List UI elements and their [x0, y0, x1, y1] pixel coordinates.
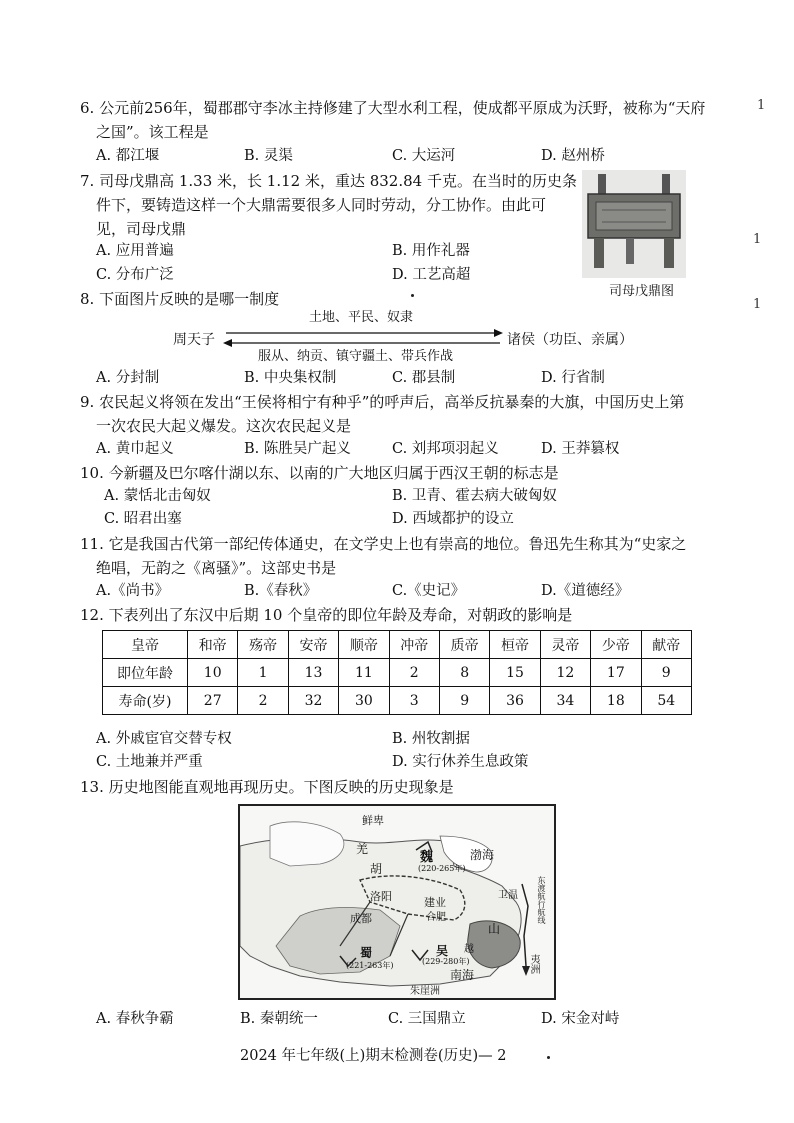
q11-option-d[interactable]: D.《道德经》 — [541, 583, 630, 599]
table-cell: 桓帝 — [490, 631, 540, 659]
diagram-right-label: 诸侯（功臣、亲属） — [507, 332, 633, 348]
table-cell: 1 — [238, 659, 288, 687]
map-label-wei: 魏 — [420, 850, 434, 865]
map-label-chengdu: 成都 — [350, 912, 372, 925]
map-label-yizhou: 夷洲 — [528, 954, 539, 974]
table-cell: 18 — [591, 687, 641, 715]
margin-mark: 1 — [753, 297, 762, 312]
table-cell: 和帝 — [188, 631, 238, 659]
simuwu-ding-image — [582, 170, 686, 278]
q11-stem-line2: 绝唱，无韵之《离骚》”。这部史书是 — [96, 559, 337, 577]
q12-option-d[interactable]: D. 实行休养生息政策 — [392, 754, 529, 770]
q6-option-c[interactable]: C. 大运河 — [392, 148, 456, 164]
diagram-bottom-label: 服从、纳贡、镇守疆土、带兵作战 — [258, 349, 454, 364]
table-cell: 54 — [641, 687, 691, 715]
q9-option-c[interactable]: C. 刘邦项羽起义 — [392, 441, 499, 457]
table-cell: 9 — [439, 687, 489, 715]
table-cell: 36 — [490, 687, 540, 715]
q6-option-d[interactable]: D. 赵州桥 — [541, 148, 605, 164]
q6-option-b[interactable]: B. 灵渠 — [244, 148, 293, 164]
q8-option-c[interactable]: C. 郡县制 — [392, 370, 456, 386]
q7-stem-line2: 件下，要铸造这样一个大鼎需要很多人同时劳动，分工协作。由此可 — [96, 196, 547, 214]
page-footer: 2024 年七年级(上)期末检测卷(历史)— 2 — [240, 1048, 507, 1064]
q13-option-d[interactable]: D. 宋金对峙 — [541, 1011, 620, 1027]
diagram-top-label: 土地、平民、奴隶 — [309, 310, 414, 325]
three-kingdoms-map — [238, 804, 556, 1000]
q6-stem-line2: 之国”。该工程是 — [96, 123, 209, 141]
q11-option-b[interactable]: B.《春秋》 — [244, 583, 318, 599]
q12-option-a[interactable]: A. 外戚宦官交替专权 — [96, 731, 232, 747]
q7-stem-line1: 7. 司母戊鼎高 1.33 米，长 1.12 米，重达 832.84 千克。在当时的历史条 — [80, 172, 577, 190]
map-label-jianye: 建业 — [424, 896, 446, 909]
ink-dot — [547, 1056, 550, 1059]
ding-caption: 司母戊鼎图 — [609, 284, 675, 299]
q13-option-b[interactable]: B. 秦朝统一 — [240, 1011, 318, 1027]
map-label-shu-date: (221-263年) — [346, 961, 394, 970]
map-label-nanhai: 南海 — [450, 968, 475, 982]
diagram-arrows — [222, 328, 504, 348]
table-cell: 30 — [339, 687, 389, 715]
q7-stem-line3: 见，司母戊鼎 — [96, 220, 187, 238]
map-shapes — [240, 806, 554, 998]
q10-option-b[interactable]: B. 卫青、霍去病大破匈奴 — [392, 488, 557, 504]
q8-option-a[interactable]: A. 分封制 — [96, 370, 160, 386]
table-cell: 10 — [188, 659, 238, 687]
q12-option-c[interactable]: C. 土地兼并严重 — [96, 754, 203, 770]
map-label-wu-date: (229-280年) — [422, 957, 470, 966]
table-row — [103, 687, 692, 715]
q9-option-a[interactable]: A. 黄巾起义 — [96, 441, 174, 457]
q9-option-d[interactable]: D. 王莽篡权 — [541, 441, 620, 457]
q9-stem-line1: 9. 农民起义将领在发出“王侯将相宁有种乎”的呼声后，高举反抗暴秦的大旗，中国历史上第 — [80, 393, 685, 411]
map-label-route: 东渡航行航线 — [537, 876, 546, 924]
q13-stem-line1: 13. 历史地图能直观地再现历史。下图反映的历史现象是 — [80, 778, 454, 796]
table-cell: 27 — [188, 687, 238, 715]
table-cell: 34 — [540, 687, 590, 715]
q8-option-d[interactable]: D. 行省制 — [541, 370, 605, 386]
table-row — [103, 659, 692, 687]
table-cell: 13 — [288, 659, 338, 687]
map-label-shan: 山 — [488, 922, 501, 936]
table-cell: 寿命(岁) — [103, 687, 188, 715]
table-cell: 15 — [490, 659, 540, 687]
table-cell: 32 — [288, 687, 338, 715]
table-header-row — [103, 631, 692, 659]
map-label-shu: 蜀 — [360, 946, 373, 960]
q11-option-a[interactable]: A.《尚书》 — [96, 583, 170, 599]
q7-option-a[interactable]: A. 应用普遍 — [96, 243, 174, 259]
map-label-wei-date: (220-265年) — [418, 864, 466, 873]
q8-option-b[interactable]: B. 中央集权制 — [244, 370, 337, 386]
map-label-zhuyazhou: 朱崖洲 — [410, 986, 440, 997]
q10-stem-line1: 10. 今新疆及巴尔喀什湖以东、以南的广大地区归属于西汉王朝的标志是 — [80, 464, 559, 482]
map-label-bohai: 渤海 — [470, 848, 495, 862]
q10-option-d[interactable]: D. 西域都护的设立 — [392, 511, 514, 527]
table-cell: 即位年龄 — [103, 659, 188, 687]
table-cell: 顺帝 — [339, 631, 389, 659]
map-label-hu: 胡 — [370, 862, 383, 876]
q9-stem-line2: 一次农民大起义爆发。这次农民起义是 — [96, 417, 352, 435]
table-cell: 11 — [339, 659, 389, 687]
table-cell: 2 — [238, 687, 288, 715]
margin-mark: 1 — [757, 98, 766, 113]
map-label-luoyang: 洛阳 — [370, 890, 392, 903]
q13-option-c[interactable]: C. 三国鼎立 — [388, 1011, 466, 1027]
q11-stem-line1: 11. 它是我国古代第一部纪传体通史，在文学史上也有崇高的地位。鲁迅先生称其为“史家之 — [80, 535, 687, 553]
map-label-xianbei: 鲜卑 — [362, 814, 384, 827]
table-cell: 少帝 — [591, 631, 641, 659]
q6-stem-line1: 6. 公元前256年，蜀郡郡守李冰主持修建了大型水利工程，使成都平原成为沃野，被称为“天府 — [80, 99, 706, 117]
table-cell: 灵帝 — [540, 631, 590, 659]
q11-option-c[interactable]: C.《史记》 — [392, 583, 466, 599]
ink-dot — [411, 294, 414, 297]
emperor-table — [102, 630, 692, 715]
q13-option-a[interactable]: A. 春秋争霸 — [96, 1011, 174, 1027]
q10-option-c[interactable]: C. 昭君出塞 — [104, 511, 182, 527]
table-cell: 献帝 — [641, 631, 691, 659]
q6-option-a[interactable]: A. 都江堰 — [96, 148, 160, 164]
margin-mark: 1 — [753, 232, 762, 247]
q9-option-b[interactable]: B. 陈胜吴广起义 — [244, 441, 351, 457]
table-cell: 9 — [641, 659, 691, 687]
table-cell: 皇帝 — [103, 631, 188, 659]
q7-option-b[interactable]: B. 用作礼器 — [392, 243, 470, 259]
q12-stem-line1: 12. 下表列出了东汉中后期 10 个皇帝的即位年龄及寿命，对朝政的影响是 — [80, 606, 573, 624]
map-label-yue: 越 — [464, 944, 474, 955]
q7-option-d[interactable]: D. 工艺高超 — [392, 267, 471, 283]
map-label-hefei: 合肥 — [426, 912, 446, 923]
q8-stem-line1: 8. 下面图片反映的是哪一制度 — [80, 290, 280, 308]
table-cell: 17 — [591, 659, 641, 687]
q12-option-b[interactable]: B. 州牧割据 — [392, 731, 470, 747]
q10-option-a[interactable]: A. 蒙恬北击匈奴 — [104, 488, 211, 504]
table-cell: 质帝 — [439, 631, 489, 659]
q7-option-c[interactable]: C. 分布广泛 — [96, 267, 174, 283]
table-cell: 2 — [389, 659, 439, 687]
table-cell: 12 — [540, 659, 590, 687]
table-cell: 安帝 — [288, 631, 338, 659]
table-cell: 8 — [439, 659, 489, 687]
map-label-wu: 吴 — [436, 944, 449, 958]
table-cell: 3 — [389, 687, 439, 715]
table-cell: 冲帝 — [389, 631, 439, 659]
diagram-left-label: 周天子 — [173, 332, 215, 348]
table-cell: 殇帝 — [238, 631, 288, 659]
map-label-weiwen: 卫温 — [498, 890, 518, 901]
map-label-qiang: 羌 — [356, 842, 369, 856]
